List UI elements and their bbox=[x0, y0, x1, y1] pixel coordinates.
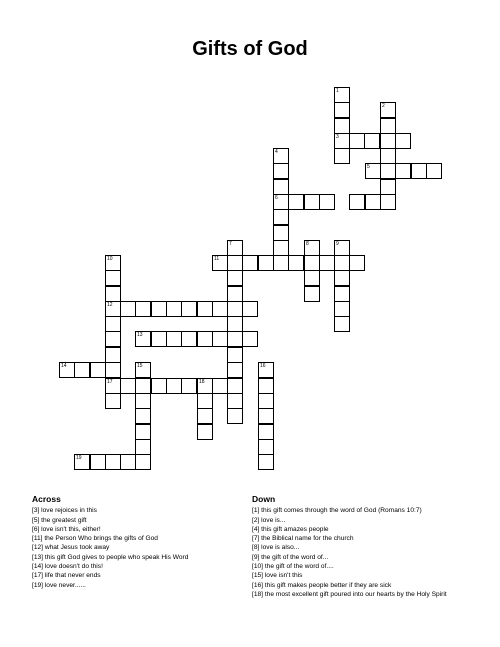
grid-cell[interactable] bbox=[242, 331, 258, 347]
grid-cell[interactable] bbox=[74, 362, 90, 378]
grid-cell[interactable] bbox=[380, 118, 396, 134]
grid-cell[interactable] bbox=[334, 270, 350, 286]
grid-cell[interactable] bbox=[258, 439, 274, 455]
clue-number: 15 bbox=[137, 363, 143, 369]
grid-cell[interactable] bbox=[120, 454, 136, 470]
clue-number: 13 bbox=[137, 332, 143, 338]
grid-cell[interactable] bbox=[135, 408, 151, 424]
grid-cell[interactable] bbox=[90, 454, 106, 470]
grid-cell[interactable] bbox=[181, 301, 197, 317]
grid-cell[interactable] bbox=[380, 163, 396, 179]
grid-cell[interactable] bbox=[212, 378, 228, 394]
grid-cell[interactable] bbox=[105, 270, 121, 286]
clue-number: 14 bbox=[61, 363, 67, 369]
grid-cell[interactable] bbox=[334, 240, 350, 256]
grid-cell[interactable] bbox=[135, 362, 151, 378]
grid-cell[interactable] bbox=[304, 255, 320, 271]
grid-cell[interactable] bbox=[212, 301, 228, 317]
grid-cell[interactable] bbox=[166, 378, 182, 394]
grid-cell[interactable] bbox=[135, 301, 151, 317]
grid-cell[interactable] bbox=[120, 378, 136, 394]
down-clue: [7] the Biblical name for the church bbox=[252, 535, 354, 543]
grid-cell[interactable] bbox=[395, 163, 411, 179]
down-clue: [9] the gift of the word of... bbox=[252, 553, 329, 561]
grid-cell[interactable] bbox=[166, 331, 182, 347]
grid-cell[interactable] bbox=[105, 454, 121, 470]
grid-cell[interactable] bbox=[197, 301, 213, 317]
grid-cell[interactable] bbox=[364, 133, 380, 149]
grid-cell[interactable] bbox=[227, 301, 243, 317]
down-clue: [18] the most excellent gift poured into our hearts by the Holy Spirit bbox=[252, 590, 447, 598]
grid-cell[interactable] bbox=[334, 301, 350, 317]
grid-cell[interactable] bbox=[304, 286, 320, 302]
grid-cell[interactable] bbox=[135, 439, 151, 455]
grid-cell[interactable] bbox=[334, 255, 350, 271]
grid-cell[interactable] bbox=[411, 163, 427, 179]
grid-cell[interactable] bbox=[334, 148, 350, 164]
grid-cell[interactable] bbox=[334, 118, 350, 134]
grid-cell[interactable] bbox=[334, 316, 350, 332]
grid-cell[interactable] bbox=[304, 270, 320, 286]
grid-cell[interactable] bbox=[273, 163, 289, 179]
grid-cell[interactable] bbox=[105, 301, 121, 317]
grid-cell[interactable] bbox=[105, 286, 121, 302]
grid-cell[interactable] bbox=[319, 194, 335, 210]
grid-cell[interactable] bbox=[288, 194, 304, 210]
clue-number: 2 bbox=[382, 103, 385, 109]
grid-cell[interactable] bbox=[120, 301, 136, 317]
grid-cell[interactable] bbox=[227, 347, 243, 363]
across-heading: Across bbox=[32, 494, 61, 504]
grid-cell[interactable] bbox=[273, 179, 289, 195]
clue-number: 4 bbox=[275, 149, 278, 155]
grid-cell[interactable] bbox=[227, 408, 243, 424]
grid-cell[interactable] bbox=[135, 454, 151, 470]
grid-cell[interactable] bbox=[135, 393, 151, 409]
clue-number: 11 bbox=[214, 256, 220, 262]
grid-cell[interactable] bbox=[380, 179, 396, 195]
grid-cell[interactable] bbox=[227, 270, 243, 286]
clue-number: 5 bbox=[367, 164, 370, 170]
grid-cell[interactable] bbox=[258, 408, 274, 424]
across-clue: [19] love never...... bbox=[32, 581, 86, 589]
grid-cell[interactable] bbox=[105, 393, 121, 409]
grid-cell[interactable] bbox=[212, 331, 228, 347]
grid-cell[interactable] bbox=[227, 240, 243, 256]
down-clue: [2] love is... bbox=[252, 516, 286, 524]
grid-cell[interactable] bbox=[273, 255, 289, 271]
grid-cell[interactable] bbox=[105, 331, 121, 347]
grid-cell[interactable] bbox=[304, 194, 320, 210]
grid-cell[interactable] bbox=[380, 133, 396, 149]
grid-cell[interactable] bbox=[227, 286, 243, 302]
grid-cell[interactable] bbox=[273, 225, 289, 241]
grid-cell[interactable] bbox=[151, 301, 167, 317]
grid-cell[interactable] bbox=[227, 316, 243, 332]
grid-cell[interactable] bbox=[181, 378, 197, 394]
clue-number: 1 bbox=[336, 88, 339, 94]
grid-cell[interactable] bbox=[334, 286, 350, 302]
across-clues bbox=[32, 495, 232, 590]
grid-cell[interactable] bbox=[258, 424, 274, 440]
grid-cell[interactable] bbox=[197, 424, 213, 440]
grid-cell[interactable] bbox=[304, 240, 320, 256]
grid-cell[interactable] bbox=[349, 255, 365, 271]
grid-cell[interactable] bbox=[349, 194, 365, 210]
grid-cell[interactable] bbox=[74, 454, 90, 470]
grid-cell[interactable] bbox=[273, 240, 289, 256]
clue-number: 3 bbox=[336, 134, 339, 140]
across-clue: [13] this gift God gives to people who speak His Word bbox=[32, 553, 189, 561]
grid-cell[interactable] bbox=[151, 378, 167, 394]
clue-number: 10 bbox=[107, 256, 113, 262]
grid-cell[interactable] bbox=[105, 255, 121, 271]
grid-cell[interactable] bbox=[105, 362, 121, 378]
grid-cell[interactable] bbox=[258, 378, 274, 394]
grid-cell[interactable] bbox=[197, 408, 213, 424]
grid-cell[interactable] bbox=[197, 378, 213, 394]
across-clue: [12] what Jesus took away bbox=[32, 544, 110, 552]
grid-cell[interactable] bbox=[212, 255, 228, 271]
grid-cell[interactable] bbox=[349, 133, 365, 149]
grid-cell[interactable] bbox=[380, 194, 396, 210]
grid-cell[interactable] bbox=[105, 347, 121, 363]
grid-cell[interactable] bbox=[365, 194, 381, 210]
grid-cell[interactable] bbox=[365, 163, 381, 179]
down-clues bbox=[252, 495, 482, 599]
grid-cell[interactable] bbox=[227, 393, 243, 409]
grid-cell[interactable] bbox=[105, 378, 121, 394]
grid-cell[interactable] bbox=[258, 454, 274, 470]
clue-number: 12 bbox=[107, 302, 113, 308]
grid-cell[interactable] bbox=[227, 331, 243, 347]
across-clue: [3] love rejoices in this bbox=[32, 507, 97, 515]
down-clue: [15] love isn't this bbox=[252, 572, 303, 580]
across-clue: [14] love doesn't do this! bbox=[32, 563, 103, 571]
clue-number: 8 bbox=[306, 241, 309, 247]
clue-number: 16 bbox=[260, 363, 266, 369]
grid-cell[interactable] bbox=[181, 331, 197, 347]
across-clue: [11] the Person Who brings the gifts of God bbox=[32, 535, 158, 543]
down-heading: Down bbox=[252, 494, 276, 504]
clue-number: 19 bbox=[76, 455, 82, 461]
grid-cell[interactable] bbox=[227, 378, 243, 394]
grid-cell[interactable] bbox=[273, 194, 289, 210]
down-clue: [4] this gift amazes people bbox=[252, 525, 329, 533]
grid-cell[interactable] bbox=[151, 331, 167, 347]
across-clue: [6] love isn't this, either! bbox=[32, 525, 101, 533]
clue-number: 6 bbox=[275, 195, 278, 201]
puzzle-title: Gifts of God bbox=[192, 38, 308, 60]
clue-number: 17 bbox=[107, 379, 113, 385]
down-clue: [10] the gift of the word of.... bbox=[252, 563, 334, 571]
clue-number: 9 bbox=[336, 241, 339, 247]
down-clue: [16] this gift makes people better if they are sick bbox=[252, 581, 392, 589]
grid-cell[interactable] bbox=[334, 87, 350, 103]
grid-cell[interactable] bbox=[258, 255, 274, 271]
grid-cell[interactable] bbox=[258, 362, 274, 378]
grid-cell[interactable] bbox=[90, 362, 106, 378]
across-clue: [17] life that never ends bbox=[32, 572, 101, 580]
grid-cell[interactable] bbox=[197, 393, 213, 409]
down-clue: [8] love is also... bbox=[252, 544, 300, 552]
grid-cell[interactable] bbox=[227, 362, 243, 378]
grid-cell[interactable] bbox=[242, 255, 258, 271]
grid-cell[interactable] bbox=[258, 393, 274, 409]
grid-cell[interactable] bbox=[135, 424, 151, 440]
grid-cell[interactable] bbox=[242, 301, 258, 317]
grid-cell[interactable] bbox=[135, 378, 151, 394]
grid-cell[interactable] bbox=[288, 255, 304, 271]
grid-cell[interactable] bbox=[273, 148, 289, 164]
grid-cell[interactable] bbox=[166, 301, 182, 317]
clue-number: 18 bbox=[199, 379, 205, 385]
clue-number: 7 bbox=[229, 241, 232, 247]
grid-cell[interactable] bbox=[135, 331, 151, 347]
grid-cell[interactable] bbox=[105, 316, 121, 332]
across-clue: [5] the greatest gift bbox=[32, 516, 87, 524]
grid-cell[interactable] bbox=[197, 331, 213, 347]
grid-cell[interactable] bbox=[227, 255, 243, 271]
grid-cell[interactable] bbox=[273, 209, 289, 225]
grid-cell[interactable] bbox=[426, 163, 442, 179]
grid-cell[interactable] bbox=[380, 148, 396, 164]
grid-cell[interactable] bbox=[380, 102, 396, 118]
grid-cell[interactable] bbox=[395, 133, 411, 149]
grid-cell[interactable] bbox=[59, 362, 75, 378]
down-clue: [1] this gift comes through the word of God (Romans 10:7) bbox=[252, 507, 422, 515]
grid-cell[interactable] bbox=[319, 255, 335, 271]
grid-cell[interactable] bbox=[334, 102, 350, 118]
grid-cell[interactable] bbox=[334, 133, 350, 149]
